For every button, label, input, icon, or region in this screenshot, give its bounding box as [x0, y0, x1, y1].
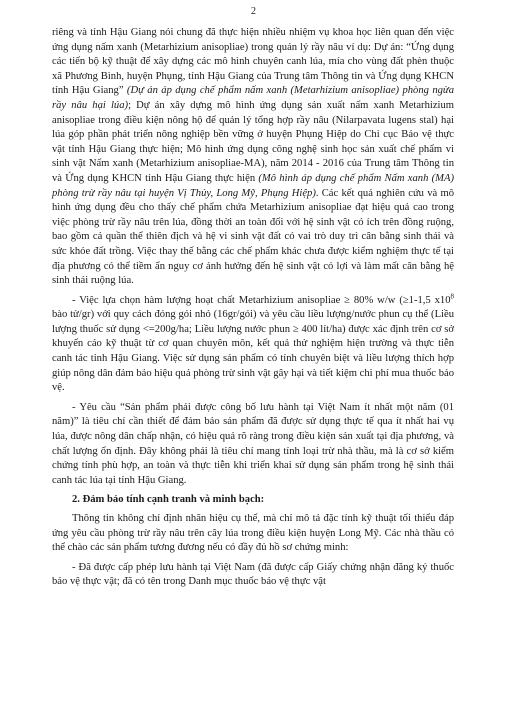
text-run: bào tử/gr) với quy cách đóng gói nhỏ (16gr/gói) và yêu cầu liều lượng/nước phun cụ thể (Liều lượng thuốc sử dụng <=200g/ha; Liều lượng nước phun ≥ 400 lít/ha) được xác định trên cơ sở khuyến cáo kỹ thuật từ cơ quan chuyên môn, kết quả thử nghiệm hiện trường và thực tiễn canh tác tỉnh Hậu Giang. Việc sử dụng sản phẩm có tính chuyên biệt và liều lượng thích hợp giúp nông dân đảm bảo hiệu quả phòng trừ sinh vật gây hại và tiết kiệm chi phí mua thuốc bảo vệ.	[52, 309, 454, 394]
paragraph-related-projects	[52, 26, 454, 289]
italic-note: (Mô hình áp dụng chế phẩm Nấm xanh (MA) phòng trừ rầy nâu tại huyện Vị Thủy, Long Mỹ, Phụng Hiệp)	[52, 172, 455, 199]
text-run: - Việc lựa chọn hàm lượng hoạt chất Metarhizium anisopliae ≥ 80% w/w (≥1-1,5 x10	[72, 294, 451, 306]
page-number: 2	[251, 6, 256, 17]
text-run: . Các kết quả nghiên cứu và mô hình ứng dụng đều cho thấy chế phẩm chứa Metarhizium anisopliae đạt hiệu quả cao trong việc phòng trừ rầy nâu trên lúa, đồng thời an toàn đối với hệ sinh vật có ích trên đồng ruộng, bao gồm cả quần thể thiên địch và hệ vi sinh vật đất có vai trò duy trì cân bằng sinh thái và sức khỏe đất trồng. Việc thay thế bằng các chế phẩm khác chưa được kiểm nghiệm thực tế tại địa phương có thể tiềm ẩn nguy cơ ảnh hưởng đến hệ sinh vật có lợi và làm mất cân bằng hệ sinh thái ruộng lúa.	[52, 187, 454, 287]
paragraph-license-list: - Đã được cấp phép lưu hành tại Việt Nam (đã được cấp Giấy chứng nhận đăng ký thuốc bảo vệ thực vật; đã có tên trong Danh mục thuốc bảo vệ thực vật	[52, 561, 454, 588]
superscript-exponent: 8	[450, 292, 454, 301]
section-heading: 2. Đảm bảo tính cạnh tranh và minh bạch:	[72, 494, 265, 506]
text-run: ; Dự án xây dựng mô hình ứng dụng sản xuất nấm xanh Metarhizium anisopliae trong điều kiện nông hộ để quản lý tổng hợp rầy nâu (Nilarpavata lugens stal) hại lúa góp phần phát triển nông nghiệp bền vững ở huyện Phụng Hiệp do Chi cục Bảo vệ thực vật tỉnh Hậu Giang thực hiện; Mô hình ứng dụng công nghệ sinh học sản xuất chế phẩm vi sinh vật Nấm xanh (Metarhizium anisopliae-MA), năm 2014 - 2016 của Trung tâm Thông tin và Ứng dụng KHCN tỉnh Hậu Giang thực hiện	[52, 99, 455, 184]
text-run: riêng và tỉnh Hậu Giang nói chung đã thực hiện nhiều nhiệm vụ khoa học liên quan đến việc ứng dụng nấm xanh (Metarhizium anisopliae) trong quản lý rầy nâu ví dụ: Dự án: “Ứng dụng các tiến bộ kỹ thuật để xây dựng các mô hình chuyên canh lúa, mía cho vùng đất phèn thuộc xã Phương Bình, huyện Phụng, tỉnh Hậu Giang của Trung tâm Thông tin và Ứng dụng KHCN tỉnh Hậu Giang”	[52, 27, 454, 97]
italic-note: (Dự án áp dụng chế phẩm nấm xanh (Metarhizium anisopliae) phòng ngừa rầy nâu hại lúa)	[52, 85, 455, 111]
document-body	[52, 26, 454, 595]
paragraph-competition: Thông tin không chỉ định nhãn hiệu cụ thể, mà chỉ mô tả đặc tính kỹ thuật tối thiểu đáp ứng yêu cầu phòng trừ rầy nâu trên cây lúa trong điều kiện huyện Long Mỹ. Các nhà thầu có thể chào các sản phẩm tương đương nếu có đầy đủ hồ sơ chứng minh:	[52, 513, 454, 554]
paragraph-dosage-selection	[52, 294, 454, 396]
paragraph-registration-requirement: - Yêu cầu “Sản phẩm phải được công bố lưu hành tại Việt Nam ít nhất một năm (01 năm)” là tiêu chí cần thiết để đảm bảo sản phẩm đã được sử dụng thực tế qua ít nhất hai vụ lúa, được nông dân chấp nhận, có hiệu quả rõ ràng trong điều kiện sản xuất tại địa phương, và chất lượng ổn định. Đây không phải là tiêu chí mang tính loại trừ nhà thầu, mà là cơ sở kiểm chứng tính phù hợp, an toàn và thực tiễn khi triển khai sử dụng sản phẩm trong hệ sinh thái canh tác lúa tại tỉnh Hậu Giang.	[52, 401, 454, 486]
